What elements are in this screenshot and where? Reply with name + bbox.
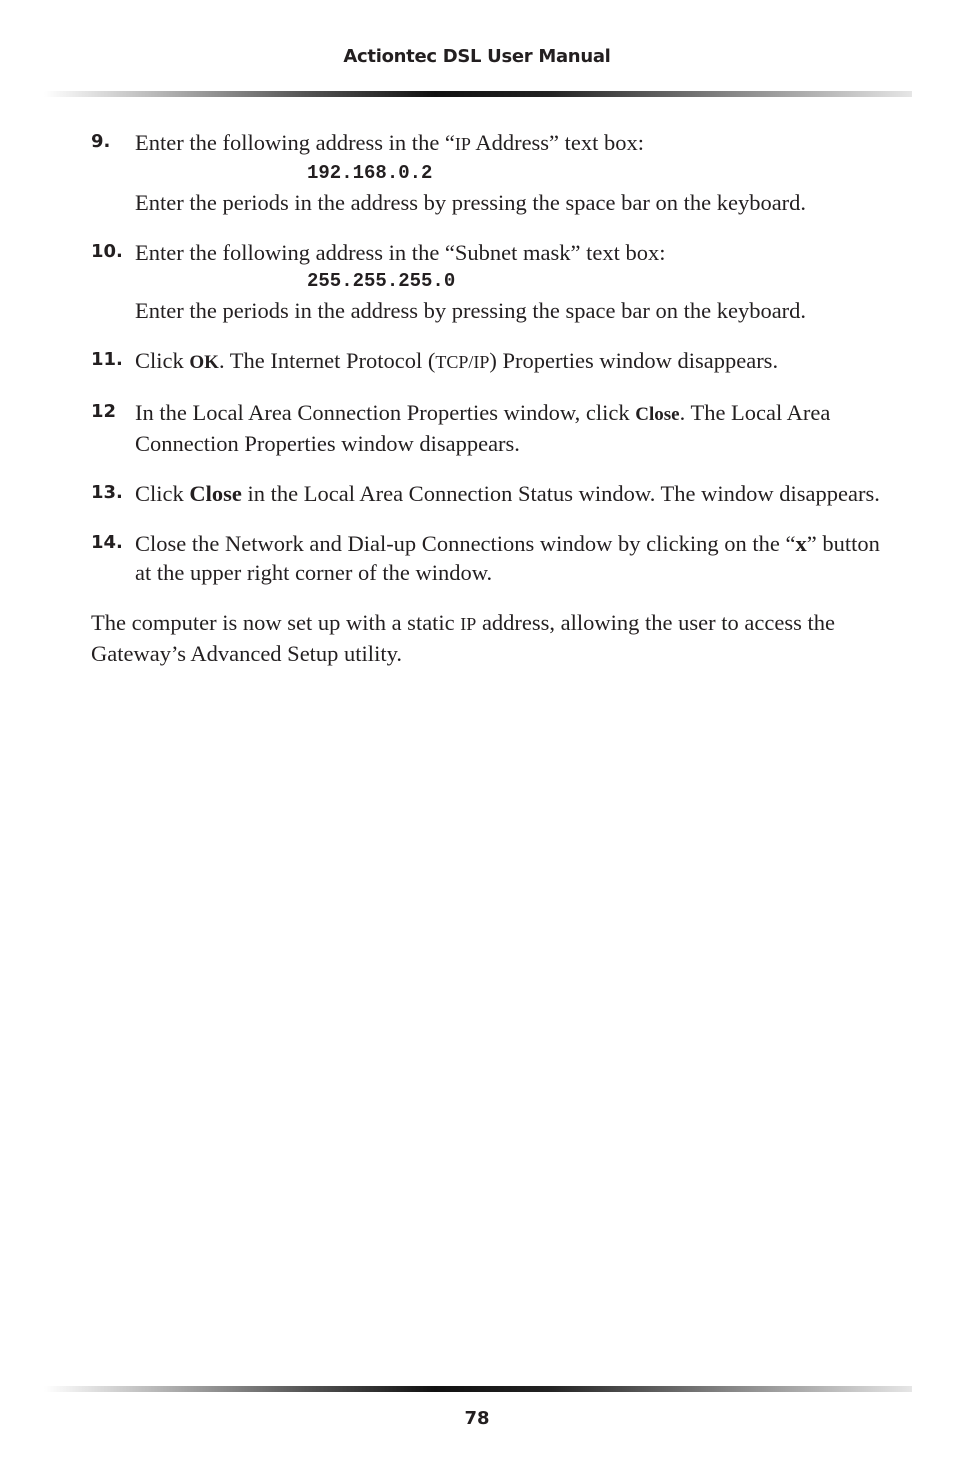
step-11 bbox=[91, 346, 881, 377]
footer-divider bbox=[44, 1386, 912, 1392]
instruction-list bbox=[91, 128, 881, 668]
step-number: 11. bbox=[91, 349, 123, 370]
page-header-title: Actiontec DSL User Manual bbox=[343, 46, 611, 67]
step-text: Click Close in the Local Area Connection Status window. The window disappears. bbox=[135, 481, 880, 506]
step-text: Enter the following address in the “IP Address” text box: bbox=[135, 130, 645, 155]
step-text: Enter the following address in the “Subnet mask” text box: bbox=[135, 240, 666, 265]
step-text: Click OK. The Internet Protocol (TCP/IP) Properties window disappears. bbox=[135, 348, 779, 373]
step-13 bbox=[91, 479, 881, 508]
step-text: Close the Network and Dial-up Connections window by clicking on the “x” button at the upper right corner of the window. bbox=[135, 531, 880, 585]
step-14 bbox=[91, 529, 881, 587]
step-note: Enter the periods in the address by pressing the space bar on the keyboard. bbox=[135, 190, 807, 215]
ip-address-value: 192.168.0.2 bbox=[307, 162, 433, 184]
step-10 bbox=[91, 238, 881, 325]
closing-paragraph: The computer is now set up with a static IP address, allowing the user to access the Gateway’s Advanced Setup utility. bbox=[91, 610, 835, 666]
step-number: 14. bbox=[91, 532, 123, 553]
step-note: Enter the periods in the address by pressing the space bar on the keyboard. bbox=[135, 298, 807, 323]
page-number: 78 bbox=[464, 1408, 490, 1429]
step-9 bbox=[91, 128, 881, 217]
step-text: In the Local Area Connection Properties window, click Close. The Local Area Connection Properties window disappears. bbox=[135, 400, 831, 456]
step-number: 10. bbox=[91, 241, 123, 262]
step-number: 13. bbox=[91, 482, 123, 503]
step-number: 12 bbox=[91, 401, 117, 422]
subnet-mask-value: 255.255.255.0 bbox=[307, 270, 456, 292]
step-12 bbox=[91, 398, 881, 458]
header-divider bbox=[44, 91, 912, 97]
step-number: 9. bbox=[91, 131, 111, 152]
